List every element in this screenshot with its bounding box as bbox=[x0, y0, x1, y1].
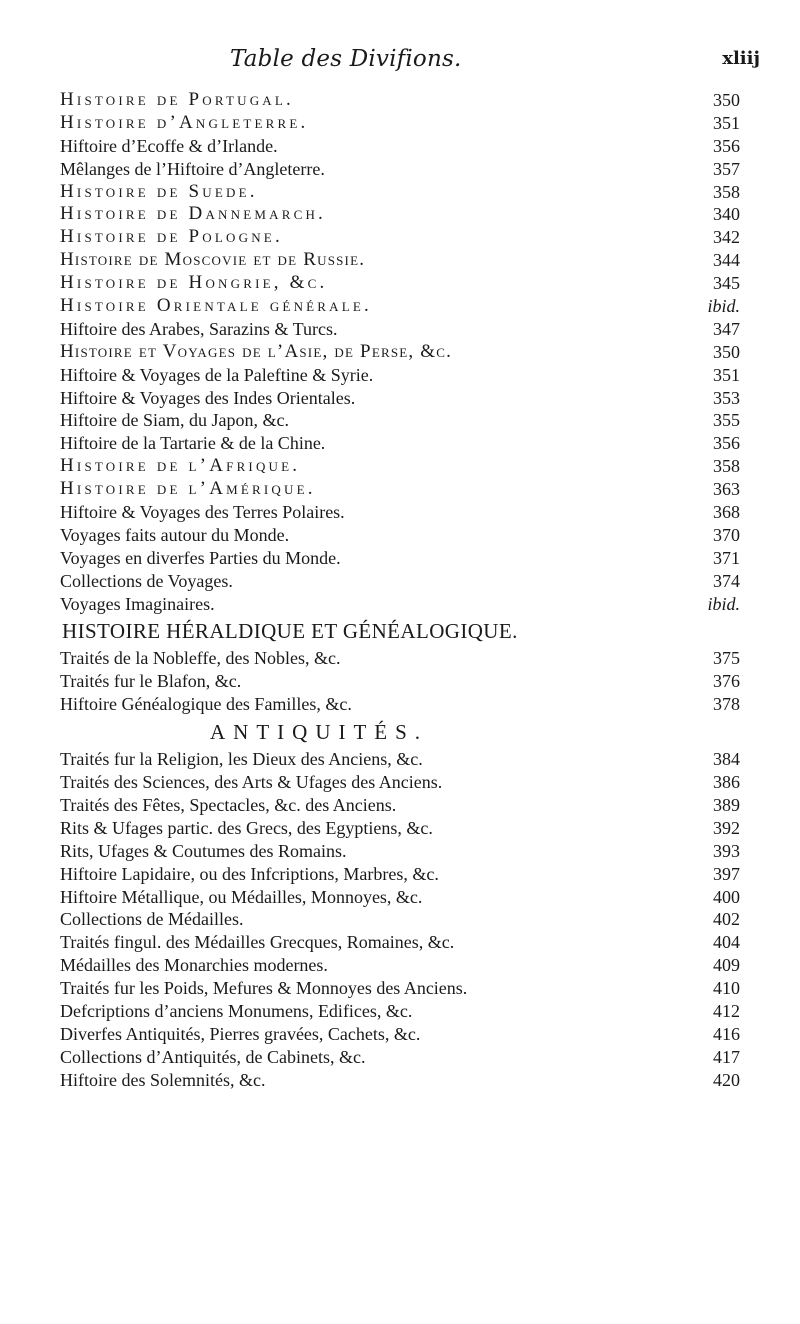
toc-entry bbox=[60, 524, 740, 547]
toc-entry-page-number: 393 bbox=[713, 840, 740, 861]
toc-entry-title: Histoire de l’Amérique. bbox=[60, 478, 316, 500]
toc-entry-title: Hiftoire de Siam, du Japon, &c. bbox=[60, 410, 289, 431]
toc-entry-title: Voyages faits autour du Monde. bbox=[60, 524, 290, 545]
toc-entry-page-number: 400 bbox=[713, 886, 740, 907]
toc-entry-page-number: 409 bbox=[713, 955, 740, 976]
toc-entry-title: Hiftoire des Solemnités, &c. bbox=[60, 1069, 266, 1090]
toc-entry-page-number: 358 bbox=[713, 456, 740, 477]
toc-entry bbox=[60, 158, 740, 181]
toc-entry-page-number: 374 bbox=[713, 570, 740, 591]
toc-entry-page-number: 368 bbox=[713, 502, 740, 523]
toc-entry bbox=[60, 908, 740, 931]
toc-entry-title: Histoire de Hongrie, &c. bbox=[60, 272, 328, 294]
toc-entry-page-number: 412 bbox=[713, 1000, 740, 1021]
toc-entry-page-number: 356 bbox=[713, 135, 740, 156]
toc-entry bbox=[60, 771, 740, 794]
toc-entry bbox=[60, 647, 740, 670]
toc-entry-page-number: 389 bbox=[713, 794, 740, 815]
toc-entry bbox=[60, 886, 740, 909]
toc-entry-page-number: 350 bbox=[713, 90, 740, 110]
toc-entry-title: Hiftoire Métallique, ou Médailles, Monnoyes, &c. bbox=[60, 886, 423, 907]
toc-entry-title: Histoire de Suede. bbox=[60, 180, 258, 202]
toc-entry bbox=[60, 817, 740, 840]
toc-entry-title: Histoire d’Angleterre. bbox=[60, 111, 309, 133]
toc-entry-title: Defcriptions d’anciens Monumens, Edifices, &c. bbox=[60, 1000, 413, 1021]
toc-entry-title: Hiftoire de la Tartarie & de la Chine. bbox=[60, 433, 326, 454]
toc-entry bbox=[60, 1023, 740, 1046]
toc-entry bbox=[60, 341, 740, 364]
toc-entry-title: Traités des Fêtes, Spectacles, &c. des Anciens. bbox=[60, 794, 397, 815]
toc-entry-title: Traités des Sciences, des Arts & Ufages des Anciens. bbox=[60, 772, 443, 793]
toc-entry bbox=[60, 593, 740, 616]
toc-entry bbox=[60, 670, 740, 693]
toc-entry bbox=[60, 455, 740, 478]
toc-entry-page-number: 397 bbox=[713, 863, 740, 884]
toc-entry-page-number: 340 bbox=[713, 204, 740, 225]
toc-entry-page-number: 355 bbox=[713, 410, 740, 431]
toc-entry bbox=[60, 226, 740, 249]
toc-entry-page-number: 384 bbox=[713, 749, 740, 770]
toc-entry-page-number: 386 bbox=[713, 772, 740, 793]
toc-entry-title: Traités fur la Religion, les Dieux des Anciens, &c. bbox=[60, 749, 423, 770]
toc-entry-title: Histoire de Portugal. bbox=[60, 89, 294, 110]
toc-entry bbox=[60, 547, 740, 570]
toc-entry-title: Diverfes Antiquités, Pierres gravées, Cachets, &c. bbox=[60, 1023, 421, 1044]
toc-entry-page-number: ibid. bbox=[707, 593, 740, 614]
toc-group-histoire bbox=[60, 89, 740, 615]
toc-entry bbox=[60, 181, 740, 204]
toc-entry bbox=[60, 748, 740, 771]
toc-entry-title: Rits, Ufages & Coutumes des Romains. bbox=[60, 840, 347, 861]
toc-entry-page-number: 357 bbox=[713, 158, 740, 179]
toc-entry-title: Histoire de l’Afrique. bbox=[60, 455, 301, 477]
toc-entry-title: Hiftoire & Voyages des Indes Orientales. bbox=[60, 387, 356, 408]
toc-entry-page-number: 416 bbox=[713, 1023, 740, 1044]
toc-group-antiquites bbox=[60, 748, 740, 1091]
running-header bbox=[230, 46, 792, 80]
toc-entry bbox=[60, 432, 740, 455]
toc-entry bbox=[60, 931, 740, 954]
toc-entry-page-number: 378 bbox=[713, 694, 740, 715]
toc-entry-page-number: 375 bbox=[713, 648, 740, 669]
toc-entry-page-number: 342 bbox=[713, 227, 740, 248]
toc-entry-page-number: 371 bbox=[713, 547, 740, 568]
toc-entry bbox=[60, 203, 740, 226]
toc-entry-page-number: 417 bbox=[713, 1046, 740, 1067]
toc-entry bbox=[60, 295, 740, 318]
running-title: Table des Divifions. bbox=[230, 46, 462, 72]
toc-entry-page-number: 351 bbox=[713, 364, 740, 385]
toc-entry-title: Traités de la Nobleffe, des Nobles, &c. bbox=[60, 648, 341, 669]
toc-entry-title: Hiftoire des Arabes, Sarazins & Turcs. bbox=[60, 318, 338, 339]
toc-entry-page-number: 410 bbox=[713, 978, 740, 999]
toc-entry-page-number: 350 bbox=[713, 341, 740, 362]
toc-entry bbox=[60, 112, 740, 135]
toc-entry-title: Mêlanges de l’Hiftoire d’Angleterre. bbox=[60, 158, 325, 179]
toc-entry bbox=[60, 1000, 740, 1023]
toc-entry-page-number: 351 bbox=[713, 112, 740, 133]
toc-entry-page-number: 420 bbox=[713, 1069, 740, 1090]
toc-entry bbox=[60, 135, 740, 158]
toc-entry bbox=[60, 409, 740, 432]
toc-entry bbox=[60, 954, 740, 977]
folio-page-number: xliij bbox=[722, 48, 760, 69]
toc-entry bbox=[60, 863, 740, 886]
toc-entry-page-number: 370 bbox=[713, 524, 740, 545]
toc-group-heraldique bbox=[60, 647, 740, 716]
toc-entry bbox=[60, 570, 740, 593]
toc-entry bbox=[60, 977, 740, 1000]
toc-entry-title: Hiftoire Lapidaire, ou des Infcriptions, Marbres, &c. bbox=[60, 863, 439, 884]
toc-entry bbox=[60, 249, 740, 272]
toc-entry-page-number: 358 bbox=[713, 181, 740, 202]
toc-entry-title: Collections de Médailles. bbox=[60, 909, 244, 930]
toc-entry-title: Hiftoire & Voyages de la Paleftine & Syrie. bbox=[60, 364, 374, 385]
table-of-contents bbox=[60, 89, 740, 1092]
toc-entry-page-number: 344 bbox=[713, 250, 740, 271]
toc-entry-title: Collections de Voyages. bbox=[60, 570, 233, 591]
toc-entry-page-number: 345 bbox=[713, 273, 740, 294]
toc-entry-page-number: 402 bbox=[713, 909, 740, 930]
toc-entry bbox=[60, 364, 740, 387]
toc-entry bbox=[60, 478, 740, 501]
toc-entry bbox=[60, 794, 740, 817]
toc-entry-title: Voyages Imaginaires. bbox=[60, 593, 215, 614]
toc-entry-title: Histoire Orientale générale. bbox=[60, 295, 372, 317]
toc-entry-title: Médailles des Monarchies modernes. bbox=[60, 955, 328, 976]
toc-entry-title: Hiftoire d’Ecoffe & d’Irlande. bbox=[60, 135, 278, 156]
toc-entry-page-number: 392 bbox=[713, 817, 740, 838]
toc-entry bbox=[60, 1046, 740, 1069]
toc-entry bbox=[60, 693, 740, 716]
toc-entry-page-number: 353 bbox=[713, 387, 740, 408]
toc-entry-title: Histoire et Voyages de l’Asie, de Perse, &c. bbox=[60, 340, 453, 362]
toc-entry-page-number: 376 bbox=[713, 671, 740, 692]
toc-entry bbox=[60, 1069, 740, 1092]
toc-entry bbox=[60, 89, 740, 112]
section-heading-heraldique: HISTOIRE HÉRALDIQUE ET GÉNÉALOGIQUE. bbox=[62, 619, 518, 644]
toc-entry-page-number: ibid. bbox=[707, 296, 740, 317]
toc-entry-page-number: 404 bbox=[713, 932, 740, 953]
toc-entry-title: Voyages en diverfes Parties du Monde. bbox=[60, 547, 341, 568]
toc-entry bbox=[60, 272, 740, 295]
toc-entry bbox=[60, 387, 740, 410]
toc-entry-title: Collections d’Antiquités, de Cabinets, &c. bbox=[60, 1046, 366, 1067]
toc-entry-title: Traités fur les Poids, Mefures & Monnoyes des Anciens. bbox=[60, 978, 468, 999]
toc-entry-title: Traités fingul. des Médailles Grecques, Romaines, &c. bbox=[60, 932, 455, 953]
toc-entry-title: Hiftoire Généalogique des Familles, &c. bbox=[60, 694, 352, 715]
toc-entry-page-number: 363 bbox=[713, 479, 740, 500]
toc-entry-page-number: 347 bbox=[713, 318, 740, 339]
section-heading-antiquites: ANTIQUITÉS. bbox=[210, 720, 429, 745]
toc-entry-title: Traités fur le Blafon, &c. bbox=[60, 671, 242, 692]
toc-entry-title: Hiftoire & Voyages des Terres Polaires. bbox=[60, 502, 345, 523]
toc-entry bbox=[60, 318, 740, 341]
toc-entry bbox=[60, 501, 740, 524]
toc-entry-page-number: 356 bbox=[713, 433, 740, 454]
toc-entry-title: Rits & Ufages partic. des Grecs, des Egyptiens, &c. bbox=[60, 817, 433, 838]
toc-entry-title: Histoire de Pologne. bbox=[60, 226, 283, 248]
toc-entry bbox=[60, 840, 740, 863]
toc-entry-title: Histoire de Dannemarch. bbox=[60, 203, 326, 225]
toc-entry-title: Histoire de Moscovie et de Russie. bbox=[60, 249, 366, 271]
